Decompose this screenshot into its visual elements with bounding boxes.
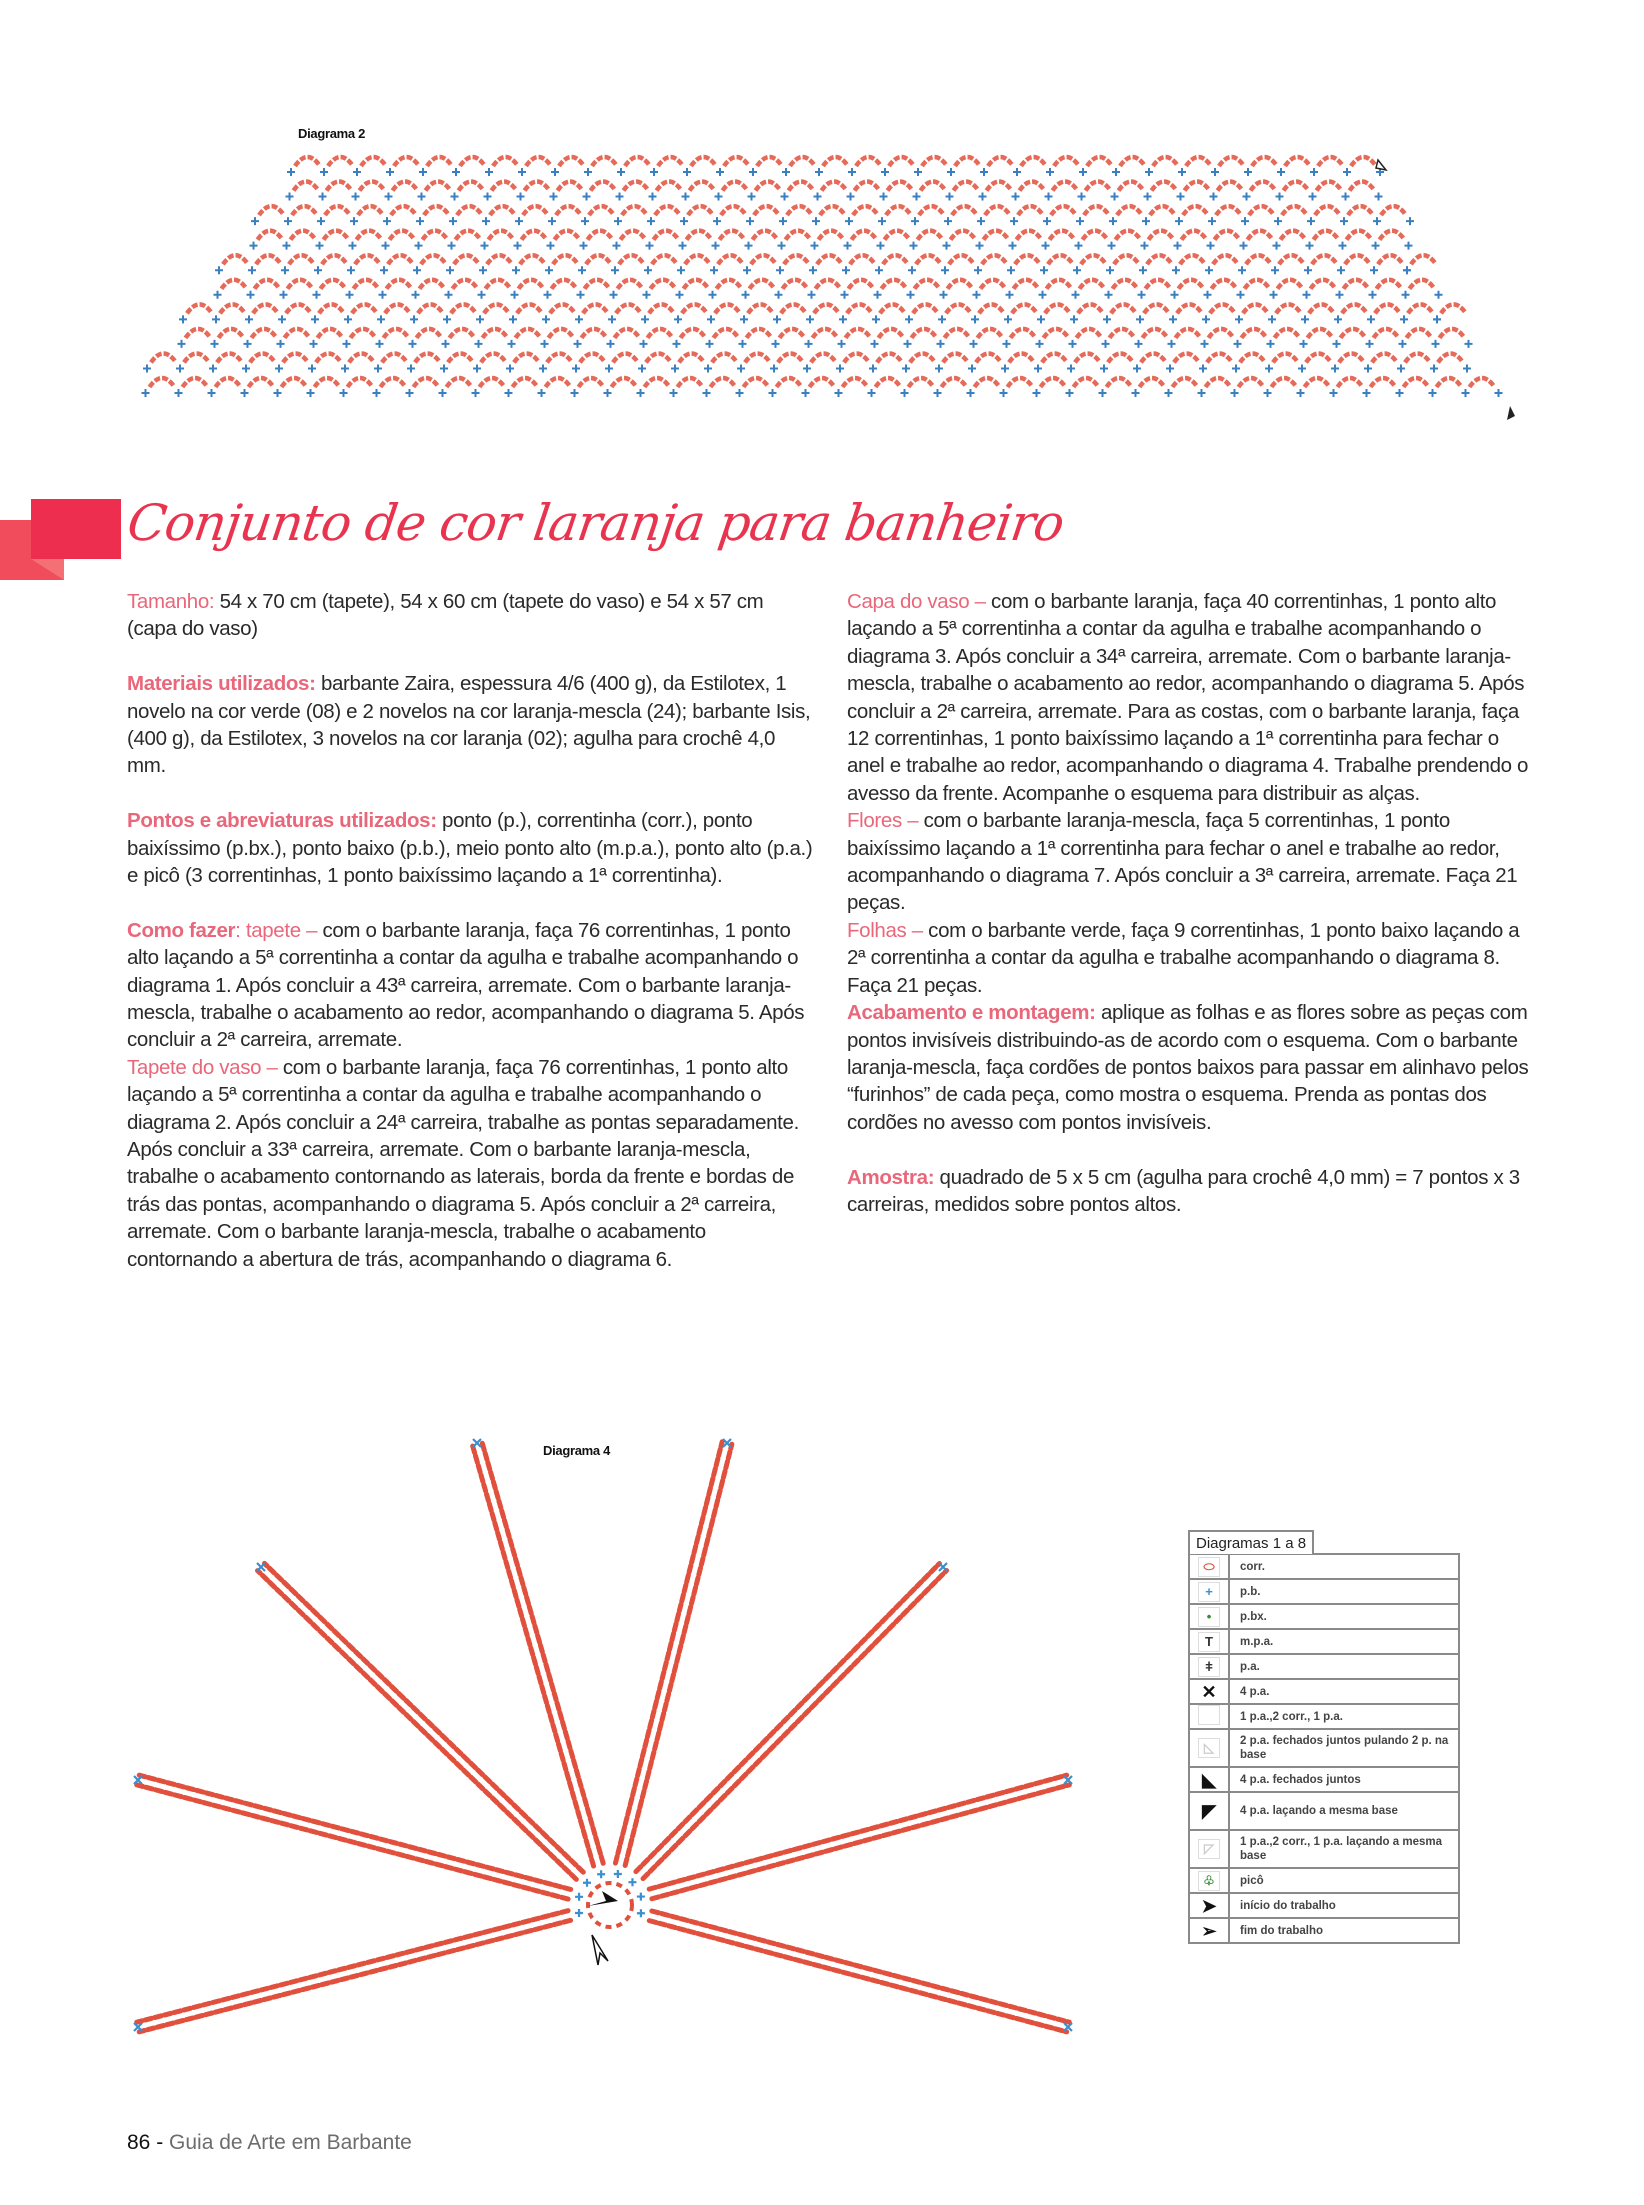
lid-cover-paragraph <box>847 588 1537 807</box>
toilet-rug-label: Tapete do vaso – <box>127 1055 278 1079</box>
legend-label: m.p.a. <box>1229 1629 1459 1654</box>
dark-inverted-triangle-icon: ◤ <box>1202 1801 1216 1821</box>
blank-icon <box>1198 1705 1220 1725</box>
page-footer <box>127 2131 412 2155</box>
legend-symbol-cell <box>1189 1729 1229 1767</box>
leaves-text: com o barbante verde, faça 9 correntinhas, 1 ponto baixo laçando a 2ª correntinha a contar da agulha e trabalhe acompanhando o diagrama 8. Faça 21 peças. <box>847 918 1520 997</box>
decorative-block-dark <box>31 499 121 559</box>
toilet-rug-text: com o barbante laranja, faça 76 correntinhas, 1 ponto alto laçando a 5ª correntinha a contar da agulha e trabalhe acompanhando o diagrama 2. Após concluir a 24ª carreira, trabalhe as pontas separadamente. Após concluir a 33ª carreira, arremate. Com o barbante laranja-mescla, trabalhe o acabamento contornando as laterais, borda da frente e bordas de trás das pontas, acompanhando o diagrama 5. Após concluir a 2ª carreira, arremate. Com o barbante laranja-mescla, trabalhe o acabamento contornando a abertura de trás, acompanhando o diagrama 6. <box>127 1055 799 1271</box>
legend-row <box>1189 1579 1459 1604</box>
legend-symbol-cell <box>1189 1654 1229 1679</box>
legend-symbol-cell <box>1189 1792 1229 1830</box>
legend-symbol-cell <box>1189 1767 1229 1792</box>
double-crochet-icon: ǂ <box>1198 1657 1220 1677</box>
how-to-label: Como fazer <box>127 918 236 942</box>
half-double-icon: T <box>1198 1632 1220 1652</box>
legend-label: 4 p.a. <box>1229 1679 1459 1704</box>
legend-row <box>1189 1654 1459 1679</box>
legend-symbol-cell <box>1189 1579 1229 1604</box>
legend-label: 4 p.a. laçando a mesma base <box>1229 1792 1459 1830</box>
stitches-text: ponto (p.), correntinha (corr.), ponto baixíssimo (p.bx.), ponto baixo (p.b.), meio ponto alto (m.p.a.), ponto alto (p.a.) e picô (3 correntinhas, 1 ponto baixíssimo laçando a 1ª correntinha). <box>127 809 813 888</box>
legend-row <box>1189 1767 1459 1792</box>
footer-separator: - <box>150 2131 170 2154</box>
gauge-text: quadrado de 5 x 5 cm (agulha para crochê 4,0 mm) = 7 pontos x 3 carreiras, medidos sobre pontos altos. <box>847 1165 1520 1216</box>
flowers-text: com o barbante laranja-mescla, faça 5 correntinhas, 1 ponto baixíssimo laçando a 1ª correntinha para fechar o anel e trabalhe ao redor, acompanhando o diagrama 7. Após concluir a 3ª carreira, arremate. Faça 21 peças. <box>847 809 1518 915</box>
legend-row <box>1189 1893 1459 1918</box>
legend-symbol-cell <box>1189 1554 1229 1579</box>
lid-cover-text: com o barbante laranja, faça 40 correntinhas, 1 ponto alto laçando a 5ª correntinha a contar da agulha e trabalhe acompanhando o diagrama 3. Após concluir a 34ª carreira, arremate. Com o barbante laranja-mescla, trabalhe o acabamento ao redor, acompanhando o diagrama 5. Após concluir a 2ª carreira, arremate. Para as costas, com o barbante laranja, faça 12 correntinhas, 1 ponto baixíssimo laçando a 1ª correntinha para fechar o anel e trabalhe ao redor, acompanhando o diagrama 4. Trabalhe prendendo o avesso da frente. Acompanhe o esquema para distribuir as alças. <box>847 590 1529 805</box>
lid-cover-label: Capa do vaso – <box>847 590 986 613</box>
leaves-label: Folhas – <box>847 918 923 942</box>
page-title: Conjunto de cor laranja para banheiro <box>123 494 1068 552</box>
how-to-paragraph <box>127 917 817 1054</box>
legend-row <box>1189 1868 1459 1893</box>
how-to-colon: : <box>235 918 241 942</box>
pico-icon: ♧ <box>1198 1871 1220 1891</box>
toilet-rug-paragraph <box>127 1054 817 1273</box>
legend-label: 1 p.a.,2 corr., 1 p.a. <box>1229 1704 1459 1729</box>
end-arrow-icon: ➢ <box>1201 1920 1217 1941</box>
size-label: Tamanho: <box>127 590 215 613</box>
legend-label: corr. <box>1229 1554 1459 1579</box>
dot-icon: • <box>1198 1607 1220 1627</box>
symbol-legend <box>1188 1530 1460 1944</box>
light-inverted-triangle-icon: ◸ <box>1198 1839 1220 1859</box>
materials-label: Materiais utilizados: <box>127 672 316 696</box>
legend-row <box>1189 1704 1459 1729</box>
legend-label: início do trabalho <box>1229 1893 1459 1918</box>
legend-row <box>1189 1918 1459 1943</box>
legend-row <box>1189 1729 1459 1767</box>
light-triangle-icon: ◺ <box>1198 1738 1220 1758</box>
legend-row <box>1189 1792 1459 1830</box>
legend-symbol-cell <box>1189 1918 1229 1943</box>
legend-label: 1 p.a.,2 corr., 1 p.a. laçando a mesma base <box>1229 1830 1459 1868</box>
rug-text: com o barbante laranja, faça 76 correntinhas, 1 ponto alto laçando a 5ª correntinha a contar da agulha e trabalhe acompanhando o diagrama 1. Após concluir a 43ª carreira, arremate. Com o barbante laranja-mescla, trabalhe o acabamento ao redor, acompanhando o diagrama 5. Após concluir a 2ª carreira, arremate. <box>127 918 805 1052</box>
legend-symbol-cell <box>1189 1704 1229 1729</box>
flowers-paragraph <box>847 807 1537 917</box>
size-paragraph <box>127 588 817 643</box>
legend-row <box>1189 1679 1459 1704</box>
finishing-paragraph <box>847 999 1537 1136</box>
legend-row <box>1189 1604 1459 1629</box>
page-number: 86 <box>127 2131 151 2154</box>
publication-name: Guia de Arte em Barbante <box>169 2131 412 2154</box>
legend-symbol-cell <box>1189 1604 1229 1629</box>
legend-table <box>1188 1553 1460 1944</box>
dark-triangle-icon: ◣ <box>1202 1769 1216 1790</box>
finishing-label: Acabamento e montagem: <box>847 1001 1096 1025</box>
legend-row <box>1189 1830 1459 1868</box>
legend-label: 4 p.a. fechados juntos <box>1229 1767 1459 1792</box>
chain-oval-icon: ⬭ <box>1198 1557 1220 1577</box>
leaves-paragraph <box>847 917 1537 999</box>
diagram-2-chart <box>0 0 1644 440</box>
legend-title: Diagramas 1 a 8 <box>1188 1530 1314 1554</box>
rug-label: tapete – <box>240 918 318 942</box>
diagram-4-chart <box>0 1400 1150 2080</box>
gauge-paragraph <box>847 1164 1537 1219</box>
diagram-2-label: Diagrama 2 <box>298 126 366 141</box>
legend-label: p.bx. <box>1229 1604 1459 1629</box>
left-column <box>127 588 817 1273</box>
finishing-text: aplique as folhas e as flores sobre as peças com pontos invisíveis distribuindo-as de acordo com o esquema. Com o barbante laranja-mescla, faça cordões de pontos baixos para passar em alinhavo pelos “furinhos” de cada peça, como mostra o esquema. Prenda as pontas dos cordões no avesso com pontos invisíveis. <box>847 1001 1529 1134</box>
legend-label: 2 p.a. fechados juntos pulando 2 p. na base <box>1229 1729 1459 1767</box>
legend-symbol-cell <box>1189 1629 1229 1654</box>
diagram-4-label: Diagrama 4 <box>543 1443 611 1458</box>
legend-label: fim do trabalho <box>1229 1918 1459 1943</box>
legend-label: p.b. <box>1229 1579 1459 1604</box>
legend-label: picô <box>1229 1868 1459 1893</box>
legend-label: p.a. <box>1229 1654 1459 1679</box>
gauge-label: Amostra: <box>847 1165 935 1189</box>
legend-symbol-cell <box>1189 1830 1229 1868</box>
legend-symbol-cell <box>1189 1868 1229 1893</box>
stitches-label: Pontos e abreviaturas utilizados: <box>127 809 437 833</box>
start-arrow-icon: ➤ <box>1201 1895 1217 1916</box>
x-icon: ✕ <box>1201 1681 1217 1702</box>
flowers-label: Flores – <box>847 809 919 833</box>
size-text: 54 x 70 cm (tapete), 54 x 60 cm (tapete do vaso) e 54 x 57 cm (capa do vaso) <box>127 590 764 641</box>
materials-paragraph <box>127 670 817 780</box>
legend-row <box>1189 1629 1459 1654</box>
legend-symbol-cell <box>1189 1893 1229 1918</box>
legend-row <box>1189 1554 1459 1579</box>
plus-icon: + <box>1198 1582 1220 1602</box>
legend-symbol-cell <box>1189 1679 1229 1704</box>
right-column <box>847 588 1537 1218</box>
stitches-paragraph <box>127 807 817 889</box>
materials-text: barbante Zaira, espessura 4/6 (400 g), da Estilotex, 1 novelo na cor verde (08) e 2 novelos na cor laranja-mescla (24); barbante Isis, (400 g), da Estilotex, 3 novelos na cor laranja (02); agulha para crochê 4,0 mm. <box>127 672 811 778</box>
